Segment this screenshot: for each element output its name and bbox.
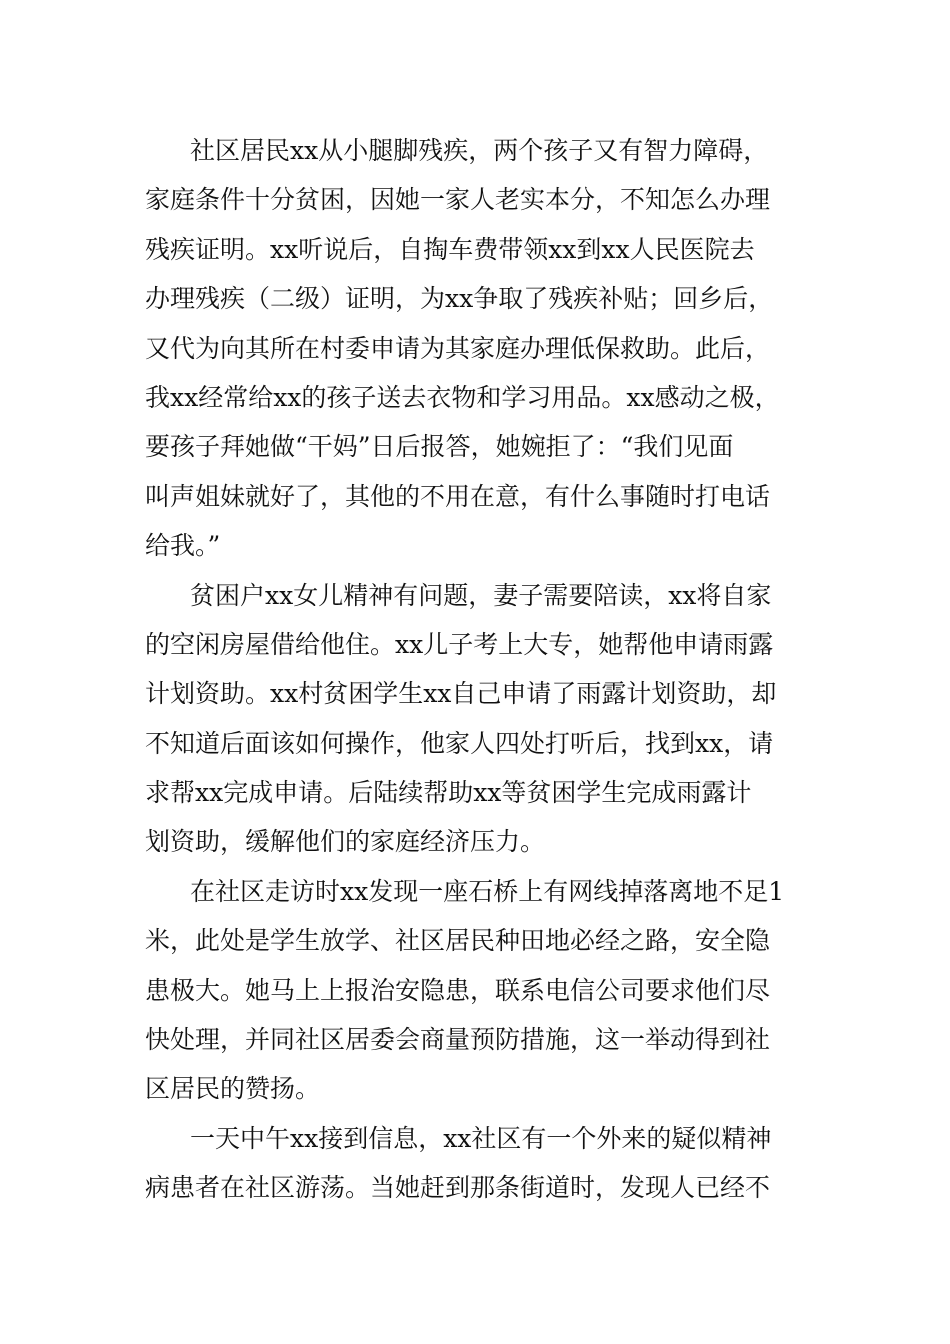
text-line: 残疾证明。xx听说后，自掏车费带领xx到xx人民医院去 (145, 234, 755, 264)
paragraph-1 (145, 126, 817, 571)
text-line: 计划资助。xx村贫困学生xx自己申请了雨露计划资助，却 (145, 679, 777, 709)
text-line: 一天中午xx接到信息，xx社区有一个外来的疑似精神 (190, 1123, 772, 1153)
text-line: 社区居民xx从小腿脚残疾，两个孩子又有智力障碍， (190, 136, 769, 165)
text-line: 我xx经常给xx的孩子送去衣物和学习用品。xx感动之极， (145, 382, 780, 412)
text-line: 求帮xx完成申请。后陆续帮助xx等贫困学生完成雨露计 (145, 778, 752, 808)
text-line: 快处理，并同社区居委会商量预防措施，这一举动得到社 (145, 1025, 771, 1055)
text-line: 病患者在社区游荡。当她赶到那条街道时，发现人已经不 (145, 1173, 771, 1203)
text-line: 给我。” (145, 531, 221, 561)
text-line: 要孩子拜她做“干妈”日后报答，她婉拒了：“我们见面 (145, 432, 734, 462)
text-line: 划资助，缓解他们的家庭经济压力。 (145, 827, 546, 857)
text-line: 又代为向其所在村委申请为其家庭办理低保救助。此后， (145, 333, 771, 363)
text-line: 办理残疾（二级）证明，为xx争取了残疾补贴；回乡后， (145, 284, 774, 314)
text-line: 在社区走访时xx发现一座石桥上有网线掉落离地不足1 (190, 876, 785, 906)
text-line: 贫困户xx女儿精神有问题，妻子需要陪读，xx将自家 (190, 580, 772, 610)
paragraph-4 (145, 1114, 817, 1213)
paragraph-3 (145, 867, 817, 1114)
text-line: 米，此处是学生放学、社区居民种田地必经之路，安全隐 (145, 926, 771, 956)
text-line: 的空闲房屋借给他住。xx儿子考上大专，她帮他申请雨露 (145, 629, 774, 659)
text-line: 不知道后面该如何操作，他家人四处打听后，找到xx，请 (145, 728, 774, 758)
text-line: 患极大。她马上上报治安隐患，联系电信公司要求他们尽 (145, 975, 771, 1005)
text-line: 叫声姐妹就好了，其他的不用在意，有什么事随时打电话 (145, 481, 771, 511)
paragraph-2 (145, 571, 817, 867)
document-body (145, 126, 817, 1213)
text-line: 家庭条件十分贫困，因她一家人老实本分，不知怎么办理 (145, 185, 771, 215)
text-line: 区居民的赞扬。 (145, 1074, 321, 1104)
